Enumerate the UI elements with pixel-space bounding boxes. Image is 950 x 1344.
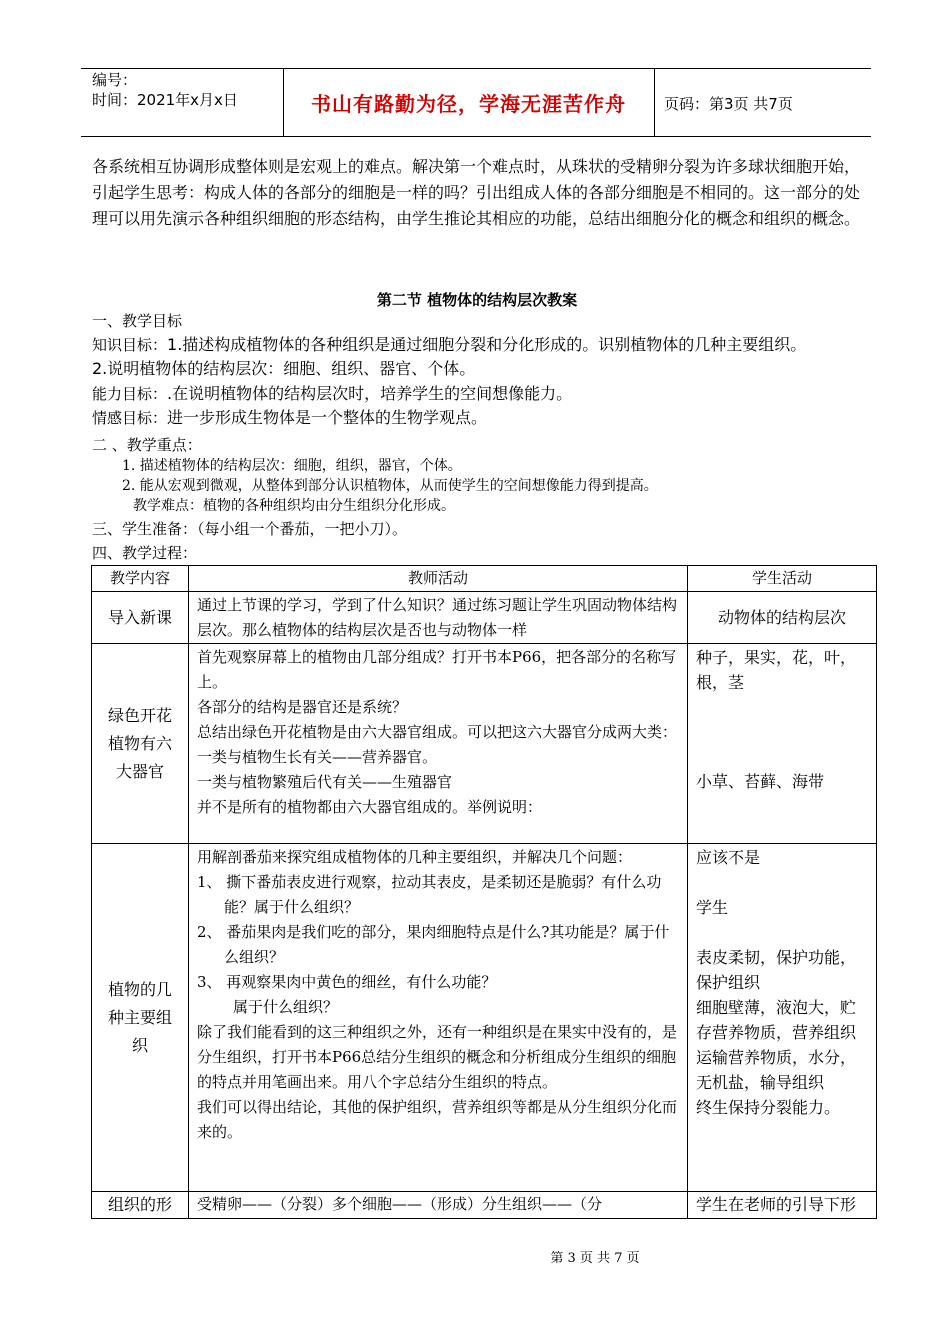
teacher-line: 2、 番茄果肉是我们吃的部分，果肉细胞特点是什么?其功能是？属于什么组织？ bbox=[197, 923, 670, 966]
key-points-heading: 二 、教学重点： bbox=[92, 436, 202, 454]
content-cell: 绿色开花植物有六大器官 bbox=[92, 644, 189, 844]
student-prep: 三、学生准备：（每小组一个番茄，一把小刀）。 bbox=[92, 520, 408, 538]
table-header-row bbox=[92, 566, 877, 592]
knowledge-objective bbox=[92, 334, 806, 356]
intro-paragraph: 各系统相互协调形成整体则是宏观上的难点。解决第一个难点时，从珠状的受精卵分裂为许多球状细胞开始，引起学生思考：构成人体的各部分的细胞是一样的吗？引出组成人体的各部分细胞是不相同的。这一部分的处理可以用先演示各种组织细胞的形态结构，由学生推论其相应的功能，总结出细胞分化的概念和组织的概念。 bbox=[92, 157, 861, 228]
student-line: 应该不是 bbox=[696, 848, 761, 867]
footer-page-number: 第 3 页 共 7 页 bbox=[550, 1251, 640, 1266]
header-bottom-rule bbox=[81, 136, 871, 137]
teacher-cell bbox=[189, 644, 688, 844]
ability-label: 能力目标： bbox=[92, 385, 168, 403]
teacher-line: 一类与植物繁殖后代有关——生殖器官 bbox=[197, 773, 453, 791]
student-line: 学生在老师的引导下形 bbox=[696, 1195, 857, 1214]
teacher-line: 受精卵——（分裂）多个细胞——（形成）分生组织——（分 bbox=[197, 1195, 603, 1213]
teacher-line: 并不是所有的植物都由六大器官组成的。举例说明： bbox=[197, 798, 543, 816]
page-footer bbox=[0, 1247, 950, 1266]
student-cell bbox=[688, 644, 877, 844]
teacher-line: 首先观察屏幕上的植物由几部分组成？打开书本P66，把各部分的名称写上。 bbox=[197, 648, 677, 691]
teacher-line: 除了我们能看到的这三种组织之外，还有一种组织是在果实中没有的，是分生组织，打开书本P66总结分生组织的概念和分析组成分生组织的细胞的特点并用笔画出来。用八个字总结分生组织的特点。 bbox=[197, 1023, 678, 1091]
header-meta bbox=[92, 70, 238, 110]
teacher-line: 属于什么组织？ bbox=[233, 998, 339, 1016]
teacher-line: 一类与植物生长有关——营养器官。 bbox=[197, 748, 438, 766]
teacher-line: 我们可以得出结论，其他的保护组织，营养组织等都是从分生组织分化而来的。 bbox=[197, 1098, 678, 1141]
teacher-cell bbox=[189, 1192, 688, 1219]
key-point-item: 1. 描述植物体的结构层次：细胞，组织，器官，个体。 bbox=[122, 458, 462, 474]
student-line: 小草、苔藓、海带 bbox=[696, 772, 825, 791]
column-header: 教学内容 bbox=[92, 566, 189, 592]
student-line: 细胞壁薄，液泡大，贮存营养物质，营养组织 bbox=[696, 998, 857, 1042]
table-row bbox=[92, 844, 877, 1192]
student-cell bbox=[688, 1192, 877, 1219]
header-divider bbox=[654, 68, 655, 136]
teacher-line: 用解剖番茄来探究组成植物体的几种主要组织，并解决几个问题： bbox=[197, 848, 633, 866]
teacher-cell bbox=[189, 844, 688, 1192]
difficulty: 教学难点：植物的各种组织均由分生组织分化形成。 bbox=[133, 498, 455, 514]
content-cell: 导入新课 bbox=[92, 592, 189, 644]
student-line: 种子，果实，花，叶，根，茎 bbox=[696, 648, 857, 692]
section-title: 第二节 植物体的结构层次教案 bbox=[376, 291, 578, 309]
ability-text: .在说明植物体的结构层次时，培养学生的空间想像能力。 bbox=[167, 384, 573, 403]
table-row bbox=[92, 644, 877, 844]
process-table bbox=[91, 565, 877, 1219]
table-row bbox=[92, 1192, 877, 1219]
objectives-heading: 一、教学目标 bbox=[92, 312, 183, 330]
teacher-line: 通过上节课的学习，学到了什么知识？通过练习题让学生巩固动物体结构层次。那么植物体的结构层次是否也与动物体一样 bbox=[197, 596, 678, 639]
student-cell bbox=[688, 844, 877, 1192]
header-page-info: 页码：第3页 共7页 bbox=[664, 95, 793, 113]
emotion-objective bbox=[92, 407, 487, 429]
column-header: 学生活动 bbox=[688, 566, 877, 592]
teacher-line: 各部分的结构是器官还是系统？ bbox=[197, 698, 408, 716]
number-label: 编号： bbox=[92, 71, 138, 89]
emotion-text: 进一步形成生物体是一个整体的生物学观点。 bbox=[167, 408, 488, 427]
student-line: 运输营养物质，水分，无机盐，输导组织 bbox=[696, 1048, 857, 1092]
content-cell: 组织的形 bbox=[92, 1192, 189, 1219]
student-line: 动物体的结构层次 bbox=[717, 608, 846, 627]
teacher-cell bbox=[189, 592, 688, 644]
process-heading: 四、教学过程： bbox=[92, 544, 198, 562]
knowledge-objective-2: 2.说明植物体的结构层次：细胞、组织、器官、个体。 bbox=[92, 359, 476, 378]
teacher-line: 1、 撕下番茄表皮进行观察，拉动其表皮，是柔韧还是脆弱？有什么功能？属于什么组织？ bbox=[197, 873, 662, 916]
knowledge-text: 1.描述构成植物体的各种组织是通过细胞分裂和分化形成的。识别植物体的几种主要组织。 bbox=[167, 335, 807, 354]
student-line: 终生保持分裂能力。 bbox=[696, 1098, 841, 1117]
content-cell: 植物的几种主要组织 bbox=[92, 844, 189, 1192]
header-motto: 书山有路勤为径，学海无涯苦作舟 bbox=[311, 92, 626, 116]
student-cell bbox=[688, 592, 877, 644]
student-line: 学生 bbox=[696, 898, 729, 917]
table-row bbox=[92, 592, 877, 644]
key-point-item: 2. 能从宏观到微观，从整体到部分认识植物体，从而使学生的空间想像能力得到提高。 bbox=[122, 478, 658, 494]
emotion-label: 情感目标： bbox=[92, 409, 168, 427]
teacher-line: 3、 再观察果肉中黄色的细丝，有什么功能？ bbox=[197, 973, 497, 991]
ability-objective bbox=[92, 383, 572, 405]
student-line: 表皮柔韧，保护功能，保护组织 bbox=[696, 948, 857, 992]
column-header: 教师活动 bbox=[189, 566, 688, 592]
header-top-rule bbox=[81, 68, 871, 69]
teacher-line: 总结出绿色开花植物是由六大器官组成。可以把这六大器官分成两大类： bbox=[197, 723, 678, 741]
time-label: 时间：2021年x月x日 bbox=[92, 91, 238, 109]
knowledge-label: 知识目标： bbox=[92, 336, 168, 354]
